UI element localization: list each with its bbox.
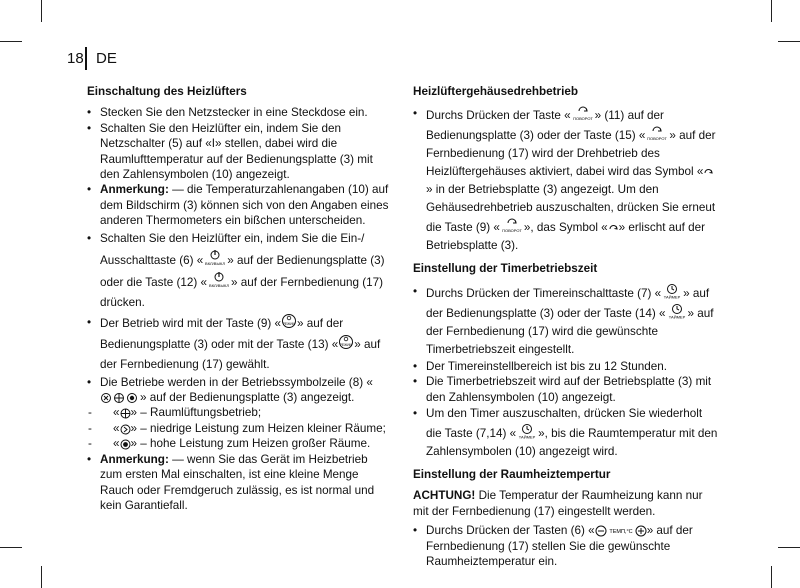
list-item: • Die Timerbetriebszeit wird auf der Betriebsplatte (3) mit den Zahlensymbolen (10) angezeigt.: [413, 374, 718, 405]
header-divider: [85, 47, 87, 70]
note-label: Anmerkung:: [100, 183, 169, 197]
temperature-list: [413, 523, 718, 569]
crop-mark: [41, 0, 42, 22]
list-item: • Schalten Sie den Heizlüfter ein, indem Sie die Ein-/ Ausschalttaste (6) « ВКЛ/ВЫКЛ » auf der Bedienungsplatte (3) oder die Taste (12) « ВКЛ/ВЫКЛ » auf der Fernbedienung (17) drücken.: [87, 229, 389, 313]
svg-text:РЕЖИМ: РЕЖИМ: [339, 342, 353, 347]
list-item: • Durchs Drücken der Taste « ПОВОРОТ » (11) auf der Bedienungsplatte (3) oder der Taste (15) « ПОВОРОТ » auf der Fernbedienung (17) wird der Drehbetrieb des Heizlüftergehäuses aktiviert, dabei wird das Symbol «» in der Betriebsplatte (3) angezeigt. Um den Gehäusedrehbetrieb auszuschalten, drücken Sie erneut die Taste (9) « ПОВОРОТ », das Symbol « » erlischt auf der Betriebsplatte (3).: [413, 105, 718, 255]
crop-mark: [771, 0, 772, 22]
list-item: • Schalten Sie den Heizlüfter ein, indem Sie den Netzschalter (5) auf «I» stellen, dabei wird die Raumlufttemperatur auf der Bedienungsplatte (3) mit den Zahlensymbolen (10) angezeigt.: [87, 121, 389, 183]
mode-symbols-icon: [100, 392, 140, 404]
mode-button-icon: [281, 313, 297, 330]
list-item: • Anmerkung: — wenn Sie das Gerät im Heizbetrieb zum ersten Mal einschalten, ist eine kleine Menge Rauch oder Fremdgeruch zulässig, es ist normal und kein Garantiefall.: [87, 452, 389, 514]
svg-text:TEMП,°C: TEMП,°C: [609, 529, 633, 536]
timer-icon: [666, 303, 688, 320]
rotate-icon: [571, 105, 595, 122]
list-item: • Durchs Drücken der Timereinschalttaste (7) « ТАЙМЕР » auf der Bedienungsplatte (3) oder der Taste (14) « ТАЙМЕР » auf der Fernbedienung (17) wird die gewünschte Timerbetriebszeit eingestellt.: [413, 283, 718, 359]
svg-text:ВКЛ/ВЫКЛ: ВКЛ/ВЫКЛ: [209, 282, 229, 288]
list-item: - « » – Raumlüftungsbetrieb;: [87, 405, 389, 420]
note-label: Anmerkung:: [100, 452, 169, 466]
list-item: • Anmerkung: — die Temperaturzahlenangaben (10) auf dem Bildschirm (3) können sich von den Angaben eines anderen Thermometers ein bißchen unterscheiden.: [87, 182, 389, 228]
crop-mark: [0, 547, 22, 548]
warning-label: ACHTUNG!: [413, 489, 476, 503]
language-code: DE: [96, 50, 117, 67]
svg-text:ПОВОРОТ: ПОВОРОТ: [647, 136, 668, 142]
timer-icon: [516, 423, 538, 440]
svg-text:ТАЙМЕР: ТАЙМЕР: [518, 434, 536, 440]
switch-on-list: [87, 105, 389, 405]
svg-text:ТАЙМЕР: ТАЙМЕР: [663, 294, 681, 300]
mode-dash-list: [87, 405, 389, 451]
crop-mark: [778, 41, 800, 42]
svg-text:ПОВОРОТ: ПОВОРОТ: [572, 116, 593, 122]
list-item: - « » – hohe Leistung zum Heizen großer Räume.: [87, 436, 389, 451]
low-heat-icon: [120, 424, 131, 435]
list-item: • Um den Timer auszuschalten, drücken Sie wiederholt die Taste (7,14) « ТАЙМЕР », bis die Raumtemperatur mit den Zahlensymbolen (10) angezeigt wird.: [413, 405, 718, 461]
crop-mark: [771, 566, 772, 588]
fan-icon: [120, 408, 131, 419]
power-icon: [203, 249, 227, 267]
minus-icon: [595, 525, 607, 537]
crop-mark: [778, 547, 800, 548]
list-item: • Die Betriebe werden in der Betriebssymbolzeile (8) « » auf der Bedienungsplatte (3) angezeigt.: [87, 375, 389, 406]
list-item: • Der Timereinstellbereich ist bis zu 12 Stunden.: [413, 359, 718, 374]
rotate-symbol-icon: [608, 223, 619, 234]
plus-icon: [635, 525, 647, 537]
rotate-icon: [500, 217, 524, 234]
section-title-rotation: Heizlüftergehäusedrehbetrieb: [413, 85, 578, 98]
right-column: [413, 84, 718, 569]
svg-text:ПОВОРОТ: ПОВОРОТ: [501, 228, 522, 234]
timer-list: [413, 283, 718, 461]
mode-button-icon: [338, 334, 354, 351]
section-title-switch-on: Einschaltung des Heizlüfters: [87, 85, 247, 98]
section-title-temperature: Einstellung der Raumheiztempertur: [413, 468, 611, 482]
temp-label-icon: [607, 525, 635, 537]
rotate-symbol-icon: [703, 167, 714, 178]
svg-text:ВКЛ/ВЫКЛ: ВКЛ/ВЫКЛ: [205, 260, 226, 266]
svg-text:ТАЙМЕР: ТАЙМЕР: [668, 314, 685, 320]
crop-mark: [0, 41, 22, 42]
timer-icon: [661, 283, 683, 300]
svg-text:РЕЖИМ: РЕЖИМ: [282, 321, 296, 326]
list-item: • Durchs Drücken der Tasten (6) « TEMП,°C » auf der Fernbedienung (17) stellen Sie die gewünschte Raumheiztemperatur ein.: [413, 523, 718, 569]
list-item: • Stecken Sie den Netzstecker in eine Steckdose ein.: [87, 105, 389, 120]
rotate-icon: [645, 125, 669, 142]
list-item: • Der Betrieb wird mit der Taste (9) « РЕЖИМ » auf der Bedienungsplatte (3) oder mit der Taste (13) « РЕЖИМ » auf der Fernbedienung (17) gewählt.: [87, 313, 389, 375]
note-list: [87, 452, 389, 514]
high-heat-icon: [120, 439, 131, 450]
crop-mark: [41, 566, 42, 588]
section-title-timer: Einstellung der Timerbetriebszeit: [413, 262, 598, 276]
list-item: - « » – niedrige Leistung zum Heizen kleiner Räume;: [87, 421, 389, 436]
power-icon: [207, 271, 231, 289]
warning-paragraph: ACHTUNG! Die Temperatur der Raumheizung kann nur mit der Fernbedienung (17) eingestellt werden.: [413, 489, 703, 518]
left-column: [87, 84, 389, 513]
page-number: 18: [67, 50, 84, 67]
rotation-list: [413, 105, 718, 255]
